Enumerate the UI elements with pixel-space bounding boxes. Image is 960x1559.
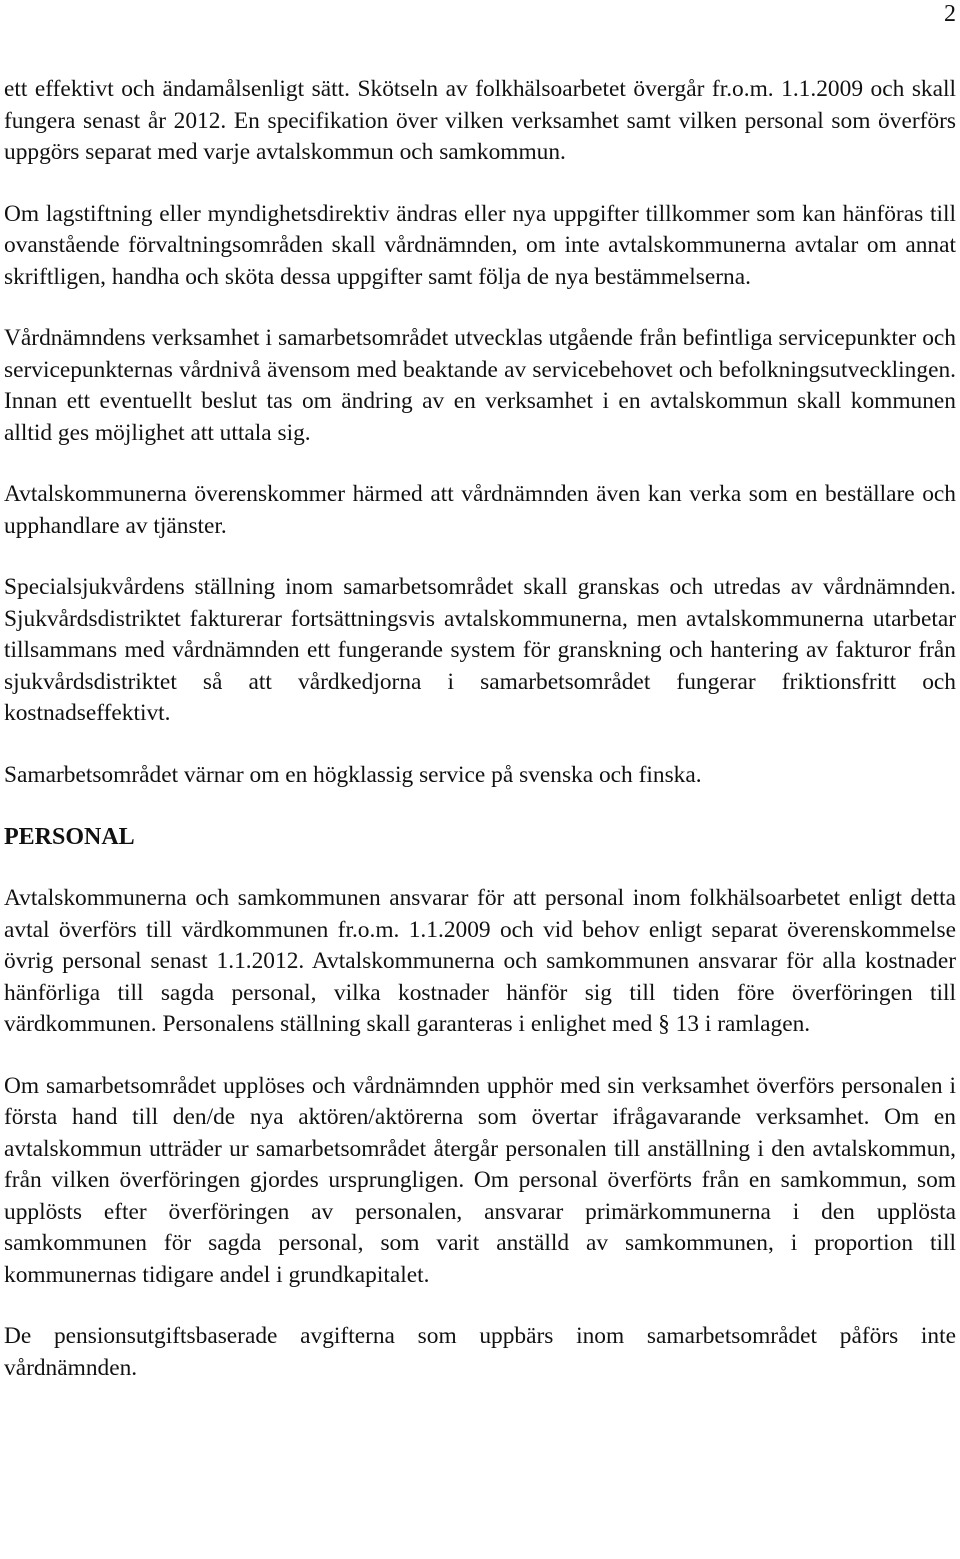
section-heading-personal: PERSONAL [4,824,135,850]
personal-paragraph-1: Avtalskommunerna och samkommunen ansvarar för att personal inom folkhälsoarbetet enligt detta avtal överförs till värdkommunen fr.o.m. 1.1.2009 och vid behov enligt separat överenskommelse övrig personal senast 1.1.2012. Avtalskommunerna och samkommunen ansvarar för alla kostnader hänförliga till sagda personal, vilka kostnader hänför sig till tiden före överföringen till värdkommunen. Personalens ställning skall garanteras i enlighet med § 13 i ramlagen. [4,885,956,1037]
paragraph-6: Samarbetsområdet värnar om en högklassig service på svenska och finska. [4,761,702,788]
paragraph-5: Specialsjukvårdens ställning inom samarbetsområdet skall granskas och utredas av vårdnämnden. Sjukvårdsdistriktet fakturerar fortsättningsvis avtalskommunerna, men avtalskommunerna utarbetar tillsammans med vårdnämnden ett fungerande system för granskning och hantering av fakturor från sjukvårdsdistriktet så att vårdkedjorna i samarbetsområdet fungerar friktionsfritt och kostnadseffektivt. [4,574,956,726]
page-number: 2 [944,1,956,27]
personal-paragraph-2: Om samarbetsområdet upplöses och vårdnämnden upphör med sin verksamhet överförs personalen i första hand till den/de nya aktören/aktörerna som övertar ifrågavarande verksamhet. Om en avtalskommun utträder ur samarbetsområdet återgår personalen till anställning i den avtalskommun, från vilken överföringen gjordes ursprungligen. Om personal överförts från en samkommun, som upplösts efter överföringen av personalen, ansvarar primärkommunerna i den upplösta samkommunen för sagda personal, som varit anställd av samkommunen, i proportion till kommunernas tidigare andel i grundkapitalet. [4,1072,956,1288]
paragraph-3: Vårdnämndens verksamhet i samarbetsområdet utvecklas utgående från befintliga servicepunkter och servicepunkternas vårdnivå ävensom med beaktande av servicebehovet och befolkningsutvecklingen. Innan ett eventuellt beslut tas om ändring av en verksamhet i en avtalskommun skall kommunen alltid ges möjlighet att uttala sig. [4,325,956,446]
personal-paragraph-3: De pensionsutgiftsbaserade avgifterna som uppbärs inom samarbetsområdet påförs inte vårdnämnden. [4,1323,956,1381]
paragraph-4: Avtalskommunerna överenskommer härmed att vårdnämnden även kan verka som en beställare och upphandlare av tjänster. [4,481,956,539]
paragraph-1: ett effektivt och ändamålsenligt sätt. Skötseln av folkhälsoarbetet övergår fr.o.m. 1.1.2009 och skall fungera senast år 2012. En specifikation över vilken verksamhet samt vilken personal som överförs uppgörs separat med varje avtalskommun och samkommun. [4,76,956,165]
paragraph-2: Om lagstiftning eller myndighetsdirektiv ändras eller nya uppgifter tillkommer som kan hänföras till ovanstående förvaltningsområden skall vårdnämnden, om inte avtalskommunerna avtalar om annat skriftligen, handha och sköta dessa uppgifter samt följa de nya bestämmelserna. [4,200,956,290]
document-body [4,74,956,1384]
